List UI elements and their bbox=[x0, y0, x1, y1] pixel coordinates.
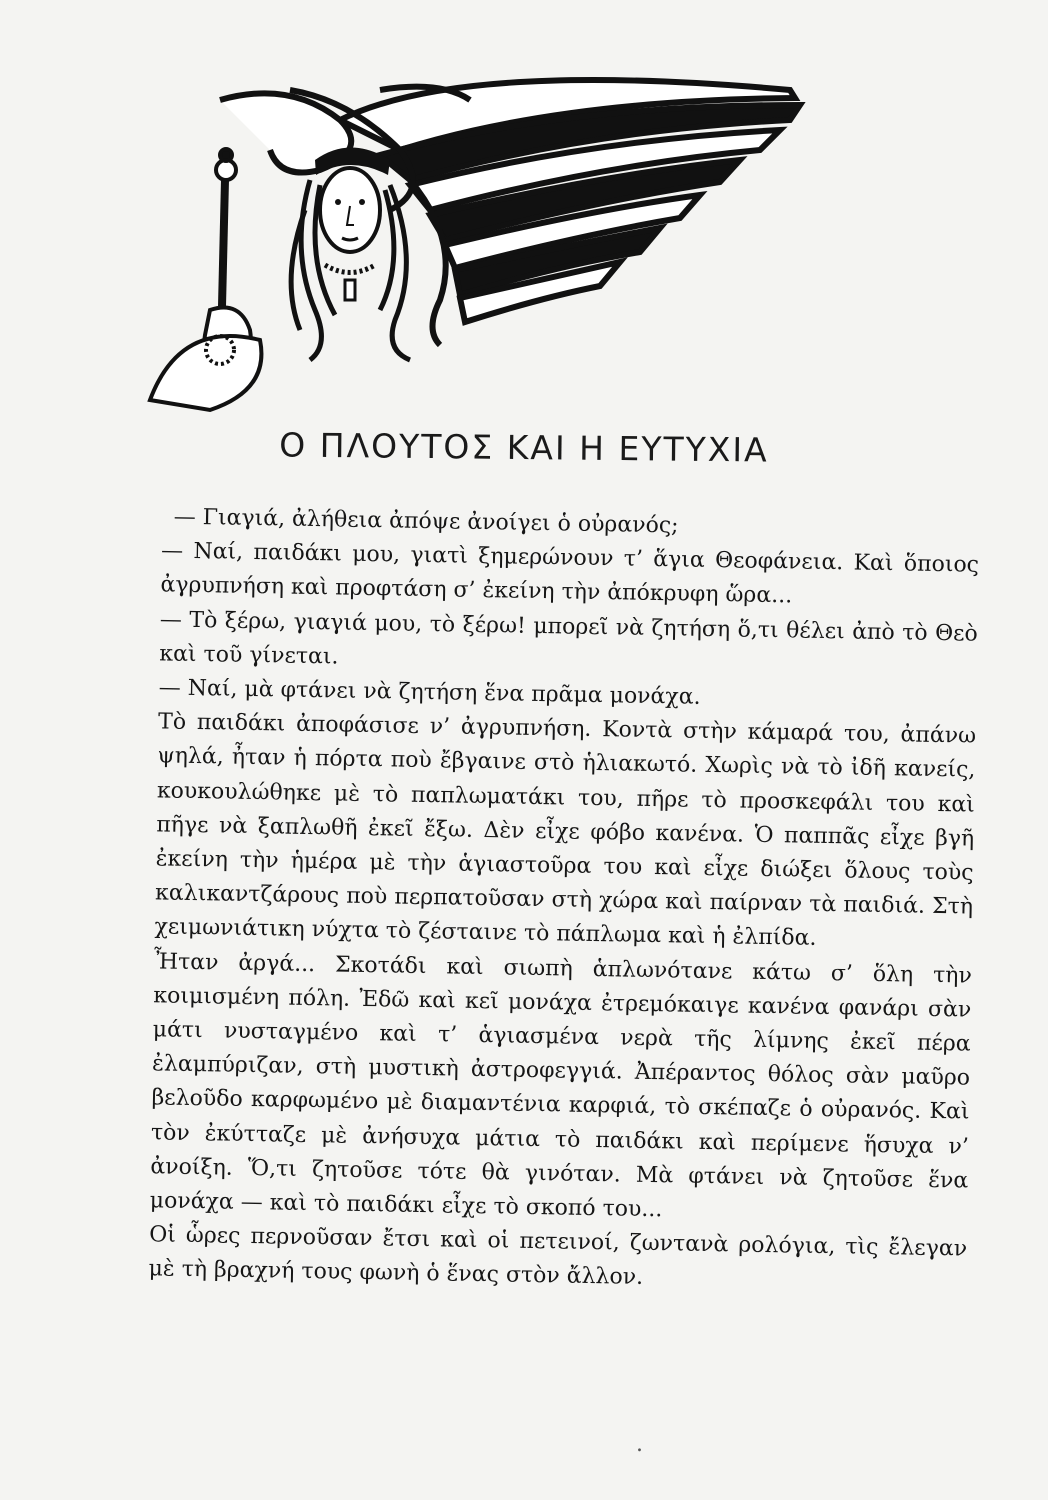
story-text bbox=[126, 500, 980, 1301]
dialogue-line-2: — Ναί, παιδάκι μου, γιατὶ ξημερώνουν τ’ ἅγια Θεοφάνεια. Καὶ ὅποιος ἀγρυπνήση καὶ προφτάση σ’ ἐκείνη τὴν ἀπόκρυφη ὥρα... bbox=[160, 538, 980, 609]
winged-figure-illustration bbox=[140, 60, 820, 420]
page-title: Ο ΠΛΟΥΤΟΣ ΚΑΙ Η ΕΥΤΥΧΙΑ bbox=[279, 425, 769, 470]
paragraph-1: Τὸ παιδάκι ἀποφάσισε ν’ ἀγρυπνήση. Κοντὰ στὴν κάμαρά του, ἀπάνω ψηλά, ἦταν ἡ πόρτα ποὺ ἔβγαινε στὸ ἡλιακωτό. Χωρὶς νὰ τὸ ἰδῆ κανείς, κουκουλώθηκε μὲ τὸ παπλωματάκι του, πῆρε τὸ προσκεφάλι του καὶ πῆγε νὰ ξαπλωθῆ ἐκεῖ ἔξω. Δὲν εἶχε φόβο κανένα. Ὁ παππᾶς εἶχε βγῆ ἐκείνη τὴν ἡμέρα μὲ τὴν ἁγιαστοῦρα του καὶ εἶχε διώξει ὅλους τοὺς καλικαντζάρους ποὺ περπατοῦσαν στὴ χώρα καὶ παίρναν τὰ παιδιά. Στὴ χειμωνιάτικη νύχτα τὸ ζέσταινε τὸ πάπλωμα καὶ ἡ ἐλπίδα. bbox=[154, 709, 977, 952]
paragraph-2: Ἦταν ἀργά... Σκοτάδι καὶ σιωπὴ ἁπλωνότανε κάτω σ’ ὅλη τὴν κοιμισμένη πόλη. Ἐδῶ καὶ κεῖ μονάχα ἐτρεμόκαιγε κανένα φανάρι σὰν μάτι νυσταγμένο καὶ τ’ ἁγιασμένα νερὰ τῆς λίμνης ἐκεῖ πέρα ἐλαμπύριζαν, στὴ μυστικὴ ἀστροφεγγιά. Ἀπέραντος θόλος σὰν μαῦρο βελοῦδο καρφωμένο μὲ διαμαντένια καρφιά, τὸ σκέπαζε ὁ οὐρανός. Καὶ τὸν ἐκύτταζε μὲ ἀνήσυχα μάτια τὸ παιδάκι καὶ περίμενε ἥσυχα ν’ ἀνοίξη. Ὅ,τι ζητοῦσε τότε θὰ γινόταν. Μὰ φτάνει νὰ ζητοῦσε ἕνα μονάχα — καὶ τὸ παιδάκι εἶχε τὸ σκοπό του... bbox=[149, 948, 973, 1223]
wing-icon bbox=[220, 80, 800, 345]
page-mark: . bbox=[636, 1432, 643, 1457]
dialogue-line-1: — Γιαγιά, ἀλήθεια ἀπόψε ἀνοίγει ὁ οὐρανός; bbox=[173, 504, 679, 539]
dialogue-line-3: — Τὸ ξέρω, γιαγιά μου, τὸ ξέρω! μπορεῖ νὰ ζητήση ὅ,τι θέλει ἀπὸ τὸ Θεὸ καὶ τοῦ γίνεται. bbox=[159, 606, 979, 670]
dialogue-line-4: — Ναί, μὰ φτάνει νὰ ζητήση ἕνα πρᾶμα μονάχα. bbox=[158, 675, 701, 710]
paragraph-3: Οἱ ὧρες περνοῦσαν ἔτσι καὶ οἱ πετεινοί, ζωντανὰ ρολόγια, τὶς ἔλεγαν μὲ τὴ βραχνή τους φωνὴ ὁ ἕνας στὸν ἄλλον. bbox=[148, 1222, 968, 1291]
scepter-icon bbox=[150, 149, 261, 410]
